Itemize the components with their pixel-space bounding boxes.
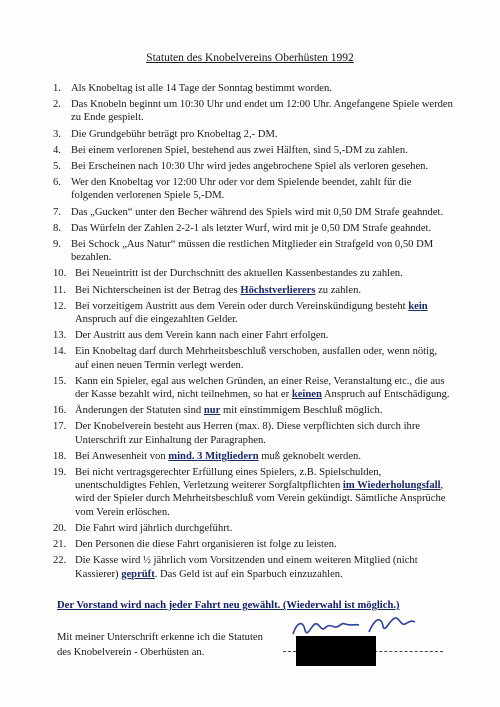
statute-number: 18. [53,450,67,462]
statute-text [75,466,453,519]
statute-text-part: Änderungen der Statuten sind [75,405,204,417]
statute-text [75,554,453,580]
statute-text-part: Bei Anwesenheit von [75,450,169,462]
statute-number: 16. [53,405,67,417]
statute-text: Das Knobeln beginnt um 10:30 Uhr und endet um 12:00 Uhr. Angefangene Spiele werden zu Ende gespielt. [71,99,453,124]
statute-number: 5. [53,161,61,173]
statute-number: 11. [53,284,66,296]
statute-number: 14. [53,346,67,358]
statute-number: 3. [53,128,61,140]
statute-item [53,206,453,219]
statute-text-part: zu zahlen. [315,284,362,296]
statute-number: 4. [53,144,61,156]
signature-statement [57,630,307,660]
redaction-box [296,636,376,666]
statute-emphasis: kein [408,300,428,312]
statute-number: 8. [53,222,61,234]
statute-text-part: Bei Nichterscheinen ist der Betrag des [75,284,241,296]
statute-text [75,300,453,326]
statute-item [53,176,453,202]
statute-item [53,300,453,326]
statute-number: 1. [53,83,61,94]
statute-item [53,98,453,124]
statute-text: Die Fahrt wird jährlich durchgeführt. [75,522,233,534]
statute-text [75,284,453,297]
statute-text-part: mit einstimmigem Beschluß möglich. [220,405,383,417]
statute-number: 6. [53,177,61,189]
statute-text-part: Bei vorzeitigem Austritt aus dem Verein oder durch Vereinskündigung besteht [75,300,409,312]
statute-emphasis: im Wiederholungsfall [342,480,441,492]
statute-number: 9. [53,239,61,251]
statute-text: Die Grundgebühr beträgt pro Knobeltag 2,- DM. [71,128,278,140]
statute-item [53,404,453,417]
statute-text: Der Austritt aus dem Verein kann nach einer Fahrt erfolgen. [75,330,329,342]
statute-text-part: Bei nicht vertragsgerechter Erfüllung eines Spielers, z.B. Spielschulden, unentschuldigtes Fehlen, Verletzung weiterer Sorgfaltpflichten [75,467,382,492]
statute-item [53,222,453,235]
statute-text: Bei Neueintritt ist der Durchschnitt des aktuellen Kassenbestandes zu zahlen. [75,268,403,280]
statute-item [53,554,453,580]
statute-number: 10. [53,268,67,280]
statute-item [53,375,453,401]
statute-number: 20. [53,522,67,534]
document-title: Statuten des Knobelvereins Oberhüsten 1992 [146,52,354,64]
statute-item [53,267,453,280]
statute-item [53,128,453,141]
statute-text-part: Die Kasse wird ½ jährlich vom Vorsitzenden und einem weiteren Mitglied (nicht Kassierer) [75,555,418,580]
statute-text [75,375,453,401]
statute-list [53,82,453,584]
statute-text: Bei Schock „Aus Natur“ müssen die restlichen Mitglieder ein Strafgeld von 0,50 DM bezahlen. [71,239,434,264]
signature-statement-line-2: des Knobelverein - Oberhüsten an. [57,647,205,658]
statute-text-part: Anspruch auf die eingezahlten Gelder. [75,314,238,326]
statute-number: 17. [53,421,67,433]
statute-text-part: . Das Geld ist auf ein Sparbuch einzuzahlen. [154,568,343,580]
statute-text: Das Würfeln der Zahlen 2-2-1 als letzter Wurf, wird mit je 0,50 DM Strafe geahndet. [71,222,432,234]
statute-text: Den Personen die diese Fahrt organisieren ist folge zu leisten. [75,539,337,551]
statute-item [53,466,453,519]
statute-text-part: Anspruch auf Entschädigung. [321,389,450,401]
statute-item [53,160,453,173]
signature-statement-line-1: Mit meiner Unterschrift erkenne ich die Statuten [57,632,263,643]
statute-emphasis: Höchstverlierers [240,284,316,296]
statute-item [53,238,453,264]
statute-item [53,144,453,157]
statute-text: Der Knobelverein besteht aus Herren (max. 8). Diese verpflichten sich durch ihre Unterschrift zur Einhaltung der Paragraphen. [75,421,421,446]
statute-number: 2. [53,99,61,111]
statute-emphasis: mind. 3 Mitgliedern [168,450,259,462]
statute-emphasis: geprüft [121,568,155,580]
statute-item [53,329,453,342]
statute-text: Das „Gucken“ unter den Becher während des Spiels wird mit 0,50 DM Strafe geahndet. [71,206,444,218]
statute-text [75,450,453,463]
statute-number: 13. [53,330,67,342]
statute-text: Bei Erscheinen nach 10:30 Uhr wird jedes angebrochene Spiel als verloren gesehen. [71,161,429,173]
statute-number: 22. [53,555,67,567]
statute-text: Ein Knobeltag darf durch Mehrheitsbeschluß verschoben, ausfallen oder, wenn nötig, auf einen neuen Termin verlegt werden. [75,346,438,371]
board-election-note: Der Vorstand wird nach jeder Fahrt neu gewählt. (Wiederwahl ist möglich.) [57,600,400,611]
statute-item [53,284,453,297]
statute-item [53,538,453,551]
statute-number: 21. [53,539,67,551]
statute-emphasis: keinen [291,389,322,401]
statute-text [75,404,453,417]
statute-number: 15. [53,375,67,387]
statute-item [53,522,453,535]
statute-item [53,82,453,95]
statute-text-part: Kann ein Spieler, egal aus welchen Gründen, an einer Reise, Veranstaltung etc., die aus der Kasse bezahlt wird, nicht teilnehmen, so hat er [75,375,445,401]
statute-number: 19. [53,467,67,479]
statute-emphasis: nur [203,405,221,417]
statute-text: Als Knobeltag ist alle 14 Tage der Sonntag bestimmt worden. [71,83,332,94]
statute-item [53,450,453,463]
statute-item [53,345,453,371]
statute-text: Wer den Knobeltag vor 12:00 Uhr oder vor dem Spielende beendet, zahlt für die folgenden verlorenen Spiele 5,-DM. [71,177,412,202]
statute-text-part: muß geknobelt werden. [258,450,362,462]
statute-text: Bei einem verlorenen Spiel, bestehend aus zwei Hälften, sind 5,-DM zu zahlen. [71,144,408,156]
statute-number: 7. [53,206,61,218]
statute-number: 12. [53,300,67,312]
statute-text-part: , wird der Spieler durch Mehrheitsbeschluß vom Verein gekündigt. Sämtliche Ansprüche vom Verein erlöschen. [75,480,446,518]
statute-item [53,420,453,446]
